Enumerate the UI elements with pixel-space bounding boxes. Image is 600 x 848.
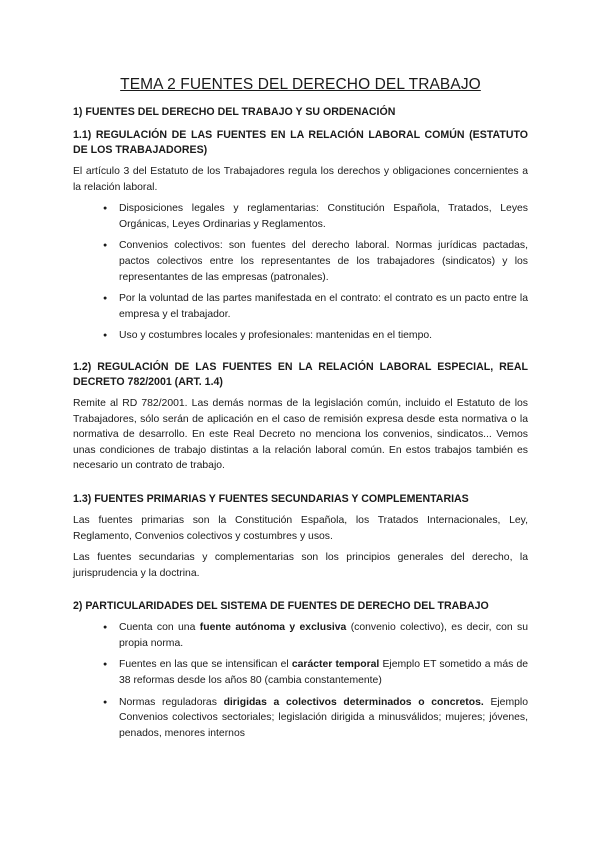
- subsection-1-3-heading: 1.3) FUENTES PRIMARIAS Y FUENTES SECUNDARIAS Y COMPLEMENTARIAS: [73, 492, 469, 505]
- list-item: ● Cuenta con una fuente autónoma y exclusiva (convenio colectivo), es decir, con su propia norma.: [119, 620, 528, 651]
- subsection-1-1-heading: 1.1) REGULACIÓN DE LAS FUENTES EN LA RELACIÓN LABORAL COMÚN (ESTATUTO DE LOS TRABAJADORES): [73, 129, 528, 156]
- list-item: ● Disposiciones legales y reglamentarias: Constitución Española, Tratados, Leyes Orgánicas, Leyes Ordinarias y Reglamentos.: [119, 201, 528, 232]
- section-2-list: [73, 620, 528, 741]
- list-item: ● Por la voluntad de las partes manifestada en el contrato: el contrato es un pacto entre la empresa y el trabajador.: [119, 291, 528, 322]
- subsection-1-3-primary: Las fuentes primarias son la Constitución Española, los Tratados Internacionales, Ley, Reglamento, Convenios colectivos y costumbres y usos.: [73, 514, 528, 542]
- subsection-1-1-list: [73, 201, 528, 344]
- document-title: TEMA 2 FUENTES DEL DERECHO DEL TRABAJO: [120, 76, 481, 93]
- bold-term: carácter temporal: [291, 659, 380, 671]
- subsection-1-2-text: Remite al RD 782/2001. Las demás normas de la legislación común, incluido el Estatuto de los Trabajadores, sólo serán de aplicación en el caso de remisión expresa desde esta normativa o la normativa de desarrollo. En este Real Decreto no menciona los convenios, sindicatos... Vemos unas condiciones de trabajo distintas a la relación laboral común. En estos trabajos también es necesario un contrato de trabajo.: [73, 397, 528, 472]
- bold-term: fuente autónoma y exclusiva: [199, 622, 347, 634]
- section-2-heading: 2) PARTICULARIDADES DEL SISTEMA DE FUENTES DE DERECHO DEL TRABAJO: [73, 600, 489, 613]
- subsection-1-1-intro: El artículo 3 del Estatuto de los Trabajadores regula los derechos y obligaciones concernientes a la relación laboral.: [73, 166, 528, 193]
- section-1-heading: 1) FUENTES DEL DERECHO DEL TRABAJO Y SU ORDENACIÓN: [73, 106, 396, 118]
- list-item: ● Normas reguladoras dirigidas a colectivos determinados o concretos. Ejemplo Convenios colectivos sectoriales; legislación dirigida a minusválidos; mujeres; jóvenes, penados, menores internos: [119, 695, 528, 742]
- subsection-1-3-secondary: Las fuentes secundarias y complementarias son los principios generales del derecho, la jurisprudencia y la doctrina.: [73, 552, 528, 579]
- list-item: ● Fuentes en las que se intensifican el carácter temporal Ejemplo ET sometido a más de 38 reformas desde los años 80 (cambia constantemente): [119, 657, 528, 688]
- list-item: ● Uso y costumbres locales y profesionales: mantenidas en el tiempo.: [119, 328, 528, 344]
- bold-term: dirigidas a colectivos determinados o concretos.: [223, 696, 484, 708]
- list-item: ● Convenios colectivos: son fuentes del derecho laboral. Normas jurídicas pactadas, pactos colectivos entre los representantes de los trabajadores (sindicatos) y los representantes de las empresas (patronales).: [119, 238, 528, 285]
- subsection-1-2-heading: 1.2) REGULACIÓN DE LAS FUENTES EN LA RELACIÓN LABORAL ESPECIAL, REAL DECRETO 782/2001 (ART. 1.4): [73, 360, 528, 388]
